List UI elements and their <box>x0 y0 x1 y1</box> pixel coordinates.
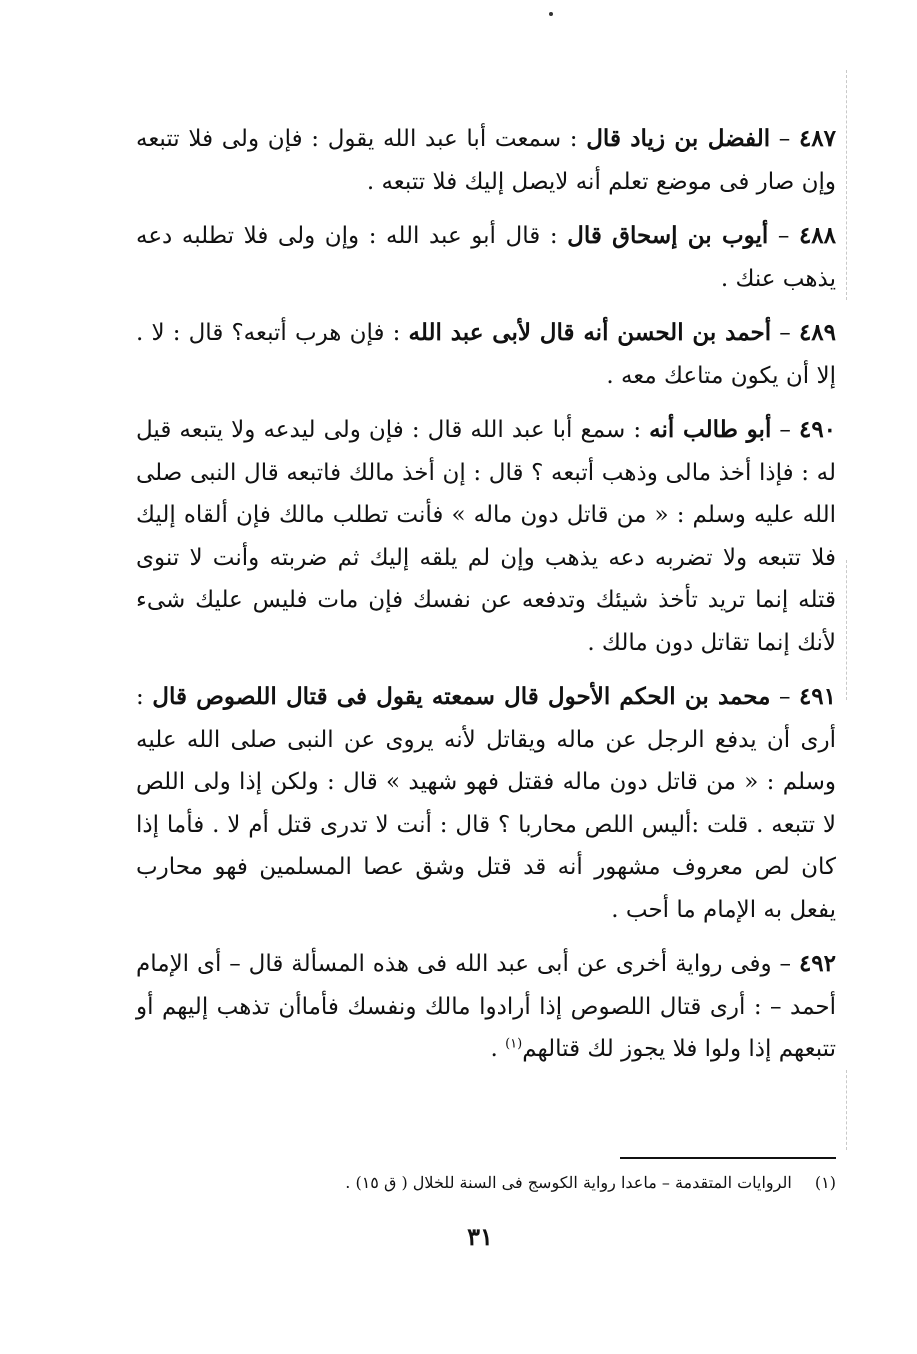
entry-text: : أرى أن يدفع الرجل عن ماله ويقاتل لأنه يروى عن النبى صلى الله عليه وسلم : « من قاتل دون ماله فقتل فهو شهيد » قال : ولكن إذا ولى اللص لا تتبعه . قلت :أليس اللص محاربا ؟ قال : أنت لا تدرى قتل أم لا . فأما إذا كان لص معروف مشهور أنه قد قتل وشق عصا المسلمين فهو محارب يفعل به الإمام ما أحب . <box>136 684 836 923</box>
entry-text: : فإن هرب أتبعه؟ قال : لا . إلا أن يكون متاعك معه . <box>136 320 836 389</box>
entry-narrator: أحمد بن الحسن أنه قال لأبى عبد الله <box>408 319 772 346</box>
entry-dash: – <box>779 951 792 977</box>
top-mark <box>549 12 553 16</box>
footnote-separator <box>620 1157 836 1159</box>
footnote <box>280 1170 836 1196</box>
entry-number: ٤٨٧ <box>798 125 836 152</box>
margin-dash-line <box>846 560 847 700</box>
entry-text: : قال أبو عبد الله : وإن ولى فلا تطلبه دعه يذهب عنك . <box>136 223 836 292</box>
entry-487 <box>136 118 836 203</box>
entry-dash: – <box>777 223 790 249</box>
entry-text: وفى رواية أخرى عن أبى عبد الله فى هذه المسألة قال – أى الإمام أحمد – : أرى قتال اللصوص إذا أرادوا مالك ونفسك فأماأن تذهب إليهم أو تتبعهم إذا ولوا فلا يجوز لك قتالهم <box>136 951 836 1062</box>
margin-dash-line <box>846 70 847 300</box>
page-number: ٣١ <box>467 1222 493 1251</box>
entry-narrator: محمد بن الحكم الأحول قال سمعته يقول فى قتال اللصوص قال <box>152 683 771 710</box>
entry-488 <box>136 215 836 300</box>
entry-narrator: أبو طالب أنه <box>649 416 772 443</box>
entry-number: ٤٨٩ <box>798 319 837 346</box>
page-body <box>136 118 836 1071</box>
entry-491 <box>136 676 836 931</box>
entry-narrator: أيوب بن إسحاق قال <box>567 222 769 249</box>
entry-dash: – <box>778 126 791 152</box>
entry-489 <box>136 312 836 397</box>
footnote-text: الروايات المتقدمة – ماعدا رواية الكوسج فى السنة للخلال ( ق ١٥) . <box>345 1173 792 1192</box>
entry-490 <box>136 409 836 664</box>
footnote-marker: (١) <box>505 1036 523 1052</box>
entry-narrator: الفضل بن زياد قال <box>586 125 771 152</box>
entry-text: : سمعت أبا عبد الله يقول : فإن ولى فلا تتبعه وإن صار فى موضع تعلم أنه لايصل إليك فلا تتبعه . <box>136 126 836 195</box>
entry-dash: – <box>778 684 791 710</box>
entry-number: ٤٩١ <box>798 683 837 710</box>
entry-492 <box>136 943 836 1071</box>
entry-dash: – <box>779 417 791 443</box>
entry-text: : سمع أبا عبد الله قال : فإن ولى ليدعه ولا يتبعه قيل له : فإذا أخذ مالى وذهب أتبعه ؟ قال : إن أخذ مالك فاتبعه قال النبى صلى الله عليه وسلم : « من قاتل دون ماله » فأنت تطلب مالك فإن ألقاه إليك فلا تتبعه ولا تضربه دعه يذهب وإن لم يلقه إليك ثم ضربته وأنت لا تنوى قتله إنما تريد تأخذ شيئك وتدفعه عن نفسك فإن مات فليس عليك شىء لأنك إنما تقاتل دون مالك . <box>136 417 836 656</box>
footnote-number: (١) <box>814 1173 836 1192</box>
entry-text-tail: . <box>490 1036 506 1062</box>
entry-number: ٤٩٠ <box>798 416 837 443</box>
entry-dash: – <box>779 320 791 346</box>
margin-dash-line <box>846 1070 847 1150</box>
entry-number: ٤٩٢ <box>798 950 836 977</box>
entry-number: ٤٨٨ <box>798 222 837 249</box>
